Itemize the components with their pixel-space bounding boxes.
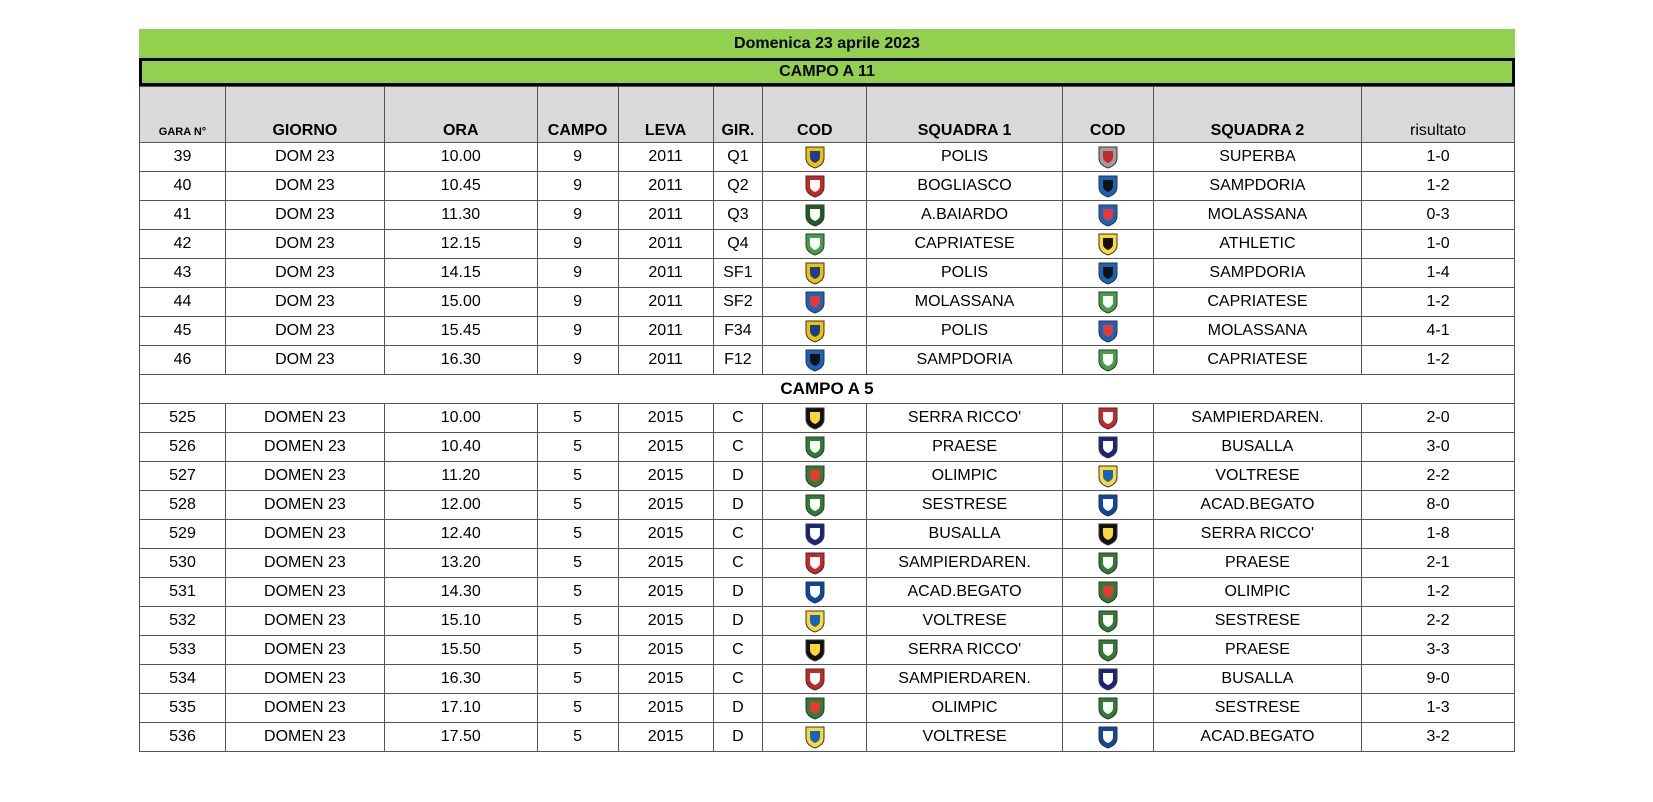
cell-ora: 15.00	[384, 288, 537, 317]
cell-campo: 9	[537, 317, 618, 346]
cell-ora: 17.50	[384, 723, 537, 752]
cell-squadra1: VOLTRESE	[867, 723, 1062, 752]
table-row	[140, 143, 1515, 172]
cell-ora: 16.30	[384, 665, 537, 694]
cell-gir: D	[713, 723, 763, 752]
cell-gir: Q4	[713, 230, 763, 259]
cell-squadra2: ACAD.BEGATO	[1153, 491, 1361, 520]
cell-giorno: DOM 23	[226, 288, 385, 317]
cell-giorno: DOM 23	[226, 259, 385, 288]
cell-gara: 530	[140, 549, 226, 578]
praese-crest-icon	[1062, 636, 1153, 665]
cell-risultato: 8-0	[1362, 491, 1515, 520]
cell-leva: 2011	[618, 172, 713, 201]
cell-squadra1: SAMPIERDAREN.	[867, 665, 1062, 694]
begato-crest-icon	[1062, 723, 1153, 752]
sampdoria-crest-icon	[1062, 259, 1153, 288]
cell-squadra2: PRAESE	[1153, 549, 1361, 578]
cell-gir: D	[713, 462, 763, 491]
cell-gir: C	[713, 636, 763, 665]
cell-campo: 5	[537, 462, 618, 491]
page-title: Domenica 23 aprile 2023	[139, 29, 1515, 58]
sampdoria-crest-icon	[1062, 172, 1153, 201]
cell-risultato: 1-0	[1362, 143, 1515, 172]
cell-gir: C	[713, 404, 763, 433]
cell-campo: 9	[537, 172, 618, 201]
sampdoria-crest-icon	[763, 346, 867, 375]
cell-risultato: 1-2	[1362, 172, 1515, 201]
table-row	[140, 317, 1515, 346]
cell-squadra1: SERRA RICCO'	[867, 404, 1062, 433]
cell-leva: 2015	[618, 578, 713, 607]
cell-squadra1: MOLASSANA	[867, 288, 1062, 317]
table-body	[140, 143, 1515, 752]
olimpic-crest-icon	[1062, 578, 1153, 607]
cell-squadra1: SESTRESE	[867, 491, 1062, 520]
table-row	[140, 723, 1515, 752]
serra-ricco-crest-icon	[763, 404, 867, 433]
cell-risultato: 1-3	[1362, 694, 1515, 723]
cell-giorno: DOMEN 23	[226, 578, 385, 607]
cell-ora: 11.30	[384, 201, 537, 230]
cell-leva: 2011	[618, 201, 713, 230]
cell-gara: 45	[140, 317, 226, 346]
cell-gara: 40	[140, 172, 226, 201]
sampierdaren-crest-icon	[1062, 404, 1153, 433]
cell-ora: 10.40	[384, 433, 537, 462]
cell-gara: 536	[140, 723, 226, 752]
header-leva: LEVA	[618, 87, 713, 143]
cell-risultato: 2-0	[1362, 404, 1515, 433]
polis-crest-icon	[763, 317, 867, 346]
cell-leva: 2011	[618, 143, 713, 172]
section-title-campo-a5: CAMPO A 5	[140, 375, 1515, 404]
baiardo-crest-icon	[763, 201, 867, 230]
cell-risultato: 3-3	[1362, 636, 1515, 665]
cell-gara: 39	[140, 143, 226, 172]
cell-gara: 42	[140, 230, 226, 259]
praese-crest-icon	[763, 433, 867, 462]
table-row	[140, 607, 1515, 636]
cell-squadra1: SAMPDORIA	[867, 346, 1062, 375]
cell-leva: 2015	[618, 404, 713, 433]
cell-squadra2: OLIMPIC	[1153, 578, 1361, 607]
header-row	[140, 87, 1515, 143]
cell-risultato: 9-0	[1362, 665, 1515, 694]
cell-gara: 43	[140, 259, 226, 288]
cell-ora: 15.10	[384, 607, 537, 636]
cell-gir: C	[713, 665, 763, 694]
cell-risultato: 2-2	[1362, 462, 1515, 491]
begato-crest-icon	[1062, 491, 1153, 520]
cell-squadra2: SAMPIERDAREN.	[1153, 404, 1361, 433]
cell-squadra1: OLIMPIC	[867, 694, 1062, 723]
cell-ora: 12.40	[384, 520, 537, 549]
cell-squadra1: A.BAIARDO	[867, 201, 1062, 230]
cell-giorno: DOMEN 23	[226, 520, 385, 549]
cell-gir: Q3	[713, 201, 763, 230]
cell-squadra2: ACAD.BEGATO	[1153, 723, 1361, 752]
serra-ricco-crest-icon	[763, 636, 867, 665]
cell-campo: 9	[537, 201, 618, 230]
cell-ora: 10.45	[384, 172, 537, 201]
capriatese-crest-icon	[1062, 346, 1153, 375]
cell-ora: 15.45	[384, 317, 537, 346]
cell-ora: 17.10	[384, 694, 537, 723]
begato-crest-icon	[763, 578, 867, 607]
praese-crest-icon	[1062, 549, 1153, 578]
cell-gara: 526	[140, 433, 226, 462]
cell-leva: 2015	[618, 694, 713, 723]
cell-gir: C	[713, 433, 763, 462]
cell-risultato: 2-1	[1362, 549, 1515, 578]
schedule-sheet	[139, 29, 1515, 752]
cell-risultato: 1-2	[1362, 346, 1515, 375]
table-row	[140, 230, 1515, 259]
cell-leva: 2011	[618, 259, 713, 288]
table-row	[140, 520, 1515, 549]
cell-leva: 2011	[618, 346, 713, 375]
cell-campo: 5	[537, 665, 618, 694]
cell-squadra1: CAPRIATESE	[867, 230, 1062, 259]
molassana-crest-icon	[1062, 317, 1153, 346]
cell-squadra1: BUSALLA	[867, 520, 1062, 549]
cell-gara: 534	[140, 665, 226, 694]
cell-risultato: 3-2	[1362, 723, 1515, 752]
cell-giorno: DOMEN 23	[226, 607, 385, 636]
cell-squadra2: BUSALLA	[1153, 433, 1361, 462]
cell-risultato: 3-0	[1362, 433, 1515, 462]
cell-risultato: 1-0	[1362, 230, 1515, 259]
cell-gir: Q2	[713, 172, 763, 201]
cell-gir: D	[713, 607, 763, 636]
cell-campo: 5	[537, 578, 618, 607]
section-row-campo-a5	[140, 375, 1515, 404]
cell-squadra2: VOLTRESE	[1153, 462, 1361, 491]
cell-squadra2: SUPERBA	[1153, 143, 1361, 172]
cell-campo: 5	[537, 491, 618, 520]
cell-leva: 2015	[618, 433, 713, 462]
cell-squadra1: POLIS	[867, 259, 1062, 288]
cell-squadra1: OLIMPIC	[867, 462, 1062, 491]
cell-leva: 2015	[618, 520, 713, 549]
cell-risultato: 1-4	[1362, 259, 1515, 288]
cell-giorno: DOMEN 23	[226, 694, 385, 723]
cell-giorno: DOM 23	[226, 172, 385, 201]
polis-crest-icon	[763, 143, 867, 172]
cell-gir: SF2	[713, 288, 763, 317]
table-row	[140, 636, 1515, 665]
cell-giorno: DOM 23	[226, 346, 385, 375]
table-row	[140, 404, 1515, 433]
section-title-campo-a11: CAMPO A 11	[139, 58, 1515, 86]
molassana-crest-icon	[1062, 201, 1153, 230]
header-squadra2: SQUADRA 2	[1153, 87, 1361, 143]
cell-campo: 5	[537, 723, 618, 752]
cell-squadra2: SESTRESE	[1153, 607, 1361, 636]
cell-ora: 12.00	[384, 491, 537, 520]
cell-leva: 2015	[618, 491, 713, 520]
cell-squadra2: CAPRIATESE	[1153, 346, 1361, 375]
capriatese-crest-icon	[763, 230, 867, 259]
table-row	[140, 462, 1515, 491]
table-row	[140, 346, 1515, 375]
table-row	[140, 172, 1515, 201]
header-cod1: COD	[763, 87, 867, 143]
header-cod2: COD	[1062, 87, 1153, 143]
athletic-crest-icon	[1062, 230, 1153, 259]
busalla-crest-icon	[763, 520, 867, 549]
cell-ora: 10.00	[384, 404, 537, 433]
cell-ora: 14.15	[384, 259, 537, 288]
sestrese-crest-icon	[1062, 694, 1153, 723]
cell-gara: 46	[140, 346, 226, 375]
olimpic-crest-icon	[763, 694, 867, 723]
cell-giorno: DOM 23	[226, 201, 385, 230]
cell-giorno: DOMEN 23	[226, 636, 385, 665]
cell-gir: Q1	[713, 143, 763, 172]
cell-giorno: DOMEN 23	[226, 723, 385, 752]
cell-giorno: DOMEN 23	[226, 665, 385, 694]
header-gara: GARA N°	[140, 87, 226, 143]
cell-gara: 535	[140, 694, 226, 723]
cell-gir: D	[713, 491, 763, 520]
cell-campo: 5	[537, 549, 618, 578]
cell-campo: 9	[537, 346, 618, 375]
cell-giorno: DOMEN 23	[226, 404, 385, 433]
superba-crest-icon	[1062, 143, 1153, 172]
cell-campo: 5	[537, 636, 618, 665]
cell-squadra2: SAMPDORIA	[1153, 172, 1361, 201]
voltrese-crest-icon	[763, 607, 867, 636]
cell-risultato: 2-2	[1362, 607, 1515, 636]
cell-gir: SF1	[713, 259, 763, 288]
cell-campo: 5	[537, 520, 618, 549]
cell-giorno: DOMEN 23	[226, 549, 385, 578]
voltrese-crest-icon	[763, 723, 867, 752]
cell-squadra2: MOLASSANA	[1153, 317, 1361, 346]
cell-leva: 2015	[618, 462, 713, 491]
capriatese-crest-icon	[1062, 288, 1153, 317]
cell-gir: C	[713, 549, 763, 578]
cell-gir: F34	[713, 317, 763, 346]
cell-risultato: 1-2	[1362, 578, 1515, 607]
cell-campo: 9	[537, 259, 618, 288]
schedule-table	[139, 86, 1515, 752]
table-row	[140, 549, 1515, 578]
cell-risultato: 1-8	[1362, 520, 1515, 549]
cell-gara: 533	[140, 636, 226, 665]
serra-ricco-crest-icon	[1062, 520, 1153, 549]
cell-risultato: 0-3	[1362, 201, 1515, 230]
cell-gara: 531	[140, 578, 226, 607]
cell-campo: 5	[537, 433, 618, 462]
cell-squadra1: BOGLIASCO	[867, 172, 1062, 201]
cell-gara: 529	[140, 520, 226, 549]
cell-campo: 9	[537, 288, 618, 317]
cell-giorno: DOM 23	[226, 317, 385, 346]
cell-ora: 10.00	[384, 143, 537, 172]
cell-leva: 2015	[618, 636, 713, 665]
cell-campo: 5	[537, 694, 618, 723]
cell-squadra2: PRAESE	[1153, 636, 1361, 665]
molassana-crest-icon	[763, 288, 867, 317]
table-row	[140, 694, 1515, 723]
cell-giorno: DOM 23	[226, 143, 385, 172]
sestrese-crest-icon	[763, 491, 867, 520]
header-giorno: GIORNO	[226, 87, 385, 143]
cell-gir: C	[713, 520, 763, 549]
cell-squadra2: CAPRIATESE	[1153, 288, 1361, 317]
table-row	[140, 491, 1515, 520]
cell-giorno: DOMEN 23	[226, 491, 385, 520]
cell-squadra1: SAMPIERDAREN.	[867, 549, 1062, 578]
sestrese-crest-icon	[1062, 607, 1153, 636]
cell-squadra2: SESTRESE	[1153, 694, 1361, 723]
cell-squadra1: VOLTRESE	[867, 607, 1062, 636]
bogliasco-crest-icon	[763, 172, 867, 201]
cell-squadra2: MOLASSANA	[1153, 201, 1361, 230]
olimpic-crest-icon	[763, 462, 867, 491]
sampierdaren-crest-icon	[763, 665, 867, 694]
cell-campo: 9	[537, 230, 618, 259]
polis-crest-icon	[763, 259, 867, 288]
cell-campo: 5	[537, 607, 618, 636]
table-row	[140, 578, 1515, 607]
cell-gir: D	[713, 578, 763, 607]
cell-giorno: DOM 23	[226, 230, 385, 259]
cell-gara: 525	[140, 404, 226, 433]
table-row	[140, 665, 1515, 694]
header-gir: GIR.	[713, 87, 763, 143]
cell-campo: 9	[537, 143, 618, 172]
cell-leva: 2015	[618, 549, 713, 578]
cell-squadra1: SERRA RICCO'	[867, 636, 1062, 665]
cell-gara: 532	[140, 607, 226, 636]
cell-squadra1: PRAESE	[867, 433, 1062, 462]
cell-leva: 2011	[618, 288, 713, 317]
cell-gara: 527	[140, 462, 226, 491]
cell-squadra2: SERRA RICCO'	[1153, 520, 1361, 549]
cell-ora: 15.50	[384, 636, 537, 665]
table-row	[140, 259, 1515, 288]
cell-squadra1: POLIS	[867, 317, 1062, 346]
header-squadra1: SQUADRA 1	[867, 87, 1062, 143]
cell-risultato: 1-2	[1362, 288, 1515, 317]
cell-leva: 2011	[618, 317, 713, 346]
cell-leva: 2015	[618, 607, 713, 636]
cell-gara: 44	[140, 288, 226, 317]
cell-gara: 528	[140, 491, 226, 520]
table-row	[140, 201, 1515, 230]
cell-campo: 5	[537, 404, 618, 433]
header-risultato: risultato	[1362, 87, 1515, 143]
table-row	[140, 433, 1515, 462]
voltrese-crest-icon	[1062, 462, 1153, 491]
table-row	[140, 288, 1515, 317]
cell-risultato: 4-1	[1362, 317, 1515, 346]
sampierdaren-crest-icon	[763, 549, 867, 578]
cell-ora: 16.30	[384, 346, 537, 375]
cell-gir: D	[713, 694, 763, 723]
cell-ora: 12.15	[384, 230, 537, 259]
cell-squadra1: POLIS	[867, 143, 1062, 172]
cell-ora: 11.20	[384, 462, 537, 491]
cell-squadra2: BUSALLA	[1153, 665, 1361, 694]
cell-leva: 2015	[618, 723, 713, 752]
cell-giorno: DOMEN 23	[226, 462, 385, 491]
cell-squadra1: ACAD.BEGATO	[867, 578, 1062, 607]
cell-leva: 2011	[618, 230, 713, 259]
cell-squadra2: SAMPDORIA	[1153, 259, 1361, 288]
cell-gir: F12	[713, 346, 763, 375]
cell-ora: 13.20	[384, 549, 537, 578]
header-campo: CAMPO	[537, 87, 618, 143]
header-ora: ORA	[384, 87, 537, 143]
busalla-crest-icon	[1062, 433, 1153, 462]
cell-giorno: DOMEN 23	[226, 433, 385, 462]
cell-squadra2: ATHLETIC	[1153, 230, 1361, 259]
cell-ora: 14.30	[384, 578, 537, 607]
cell-leva: 2015	[618, 665, 713, 694]
cell-gara: 41	[140, 201, 226, 230]
busalla-crest-icon	[1062, 665, 1153, 694]
